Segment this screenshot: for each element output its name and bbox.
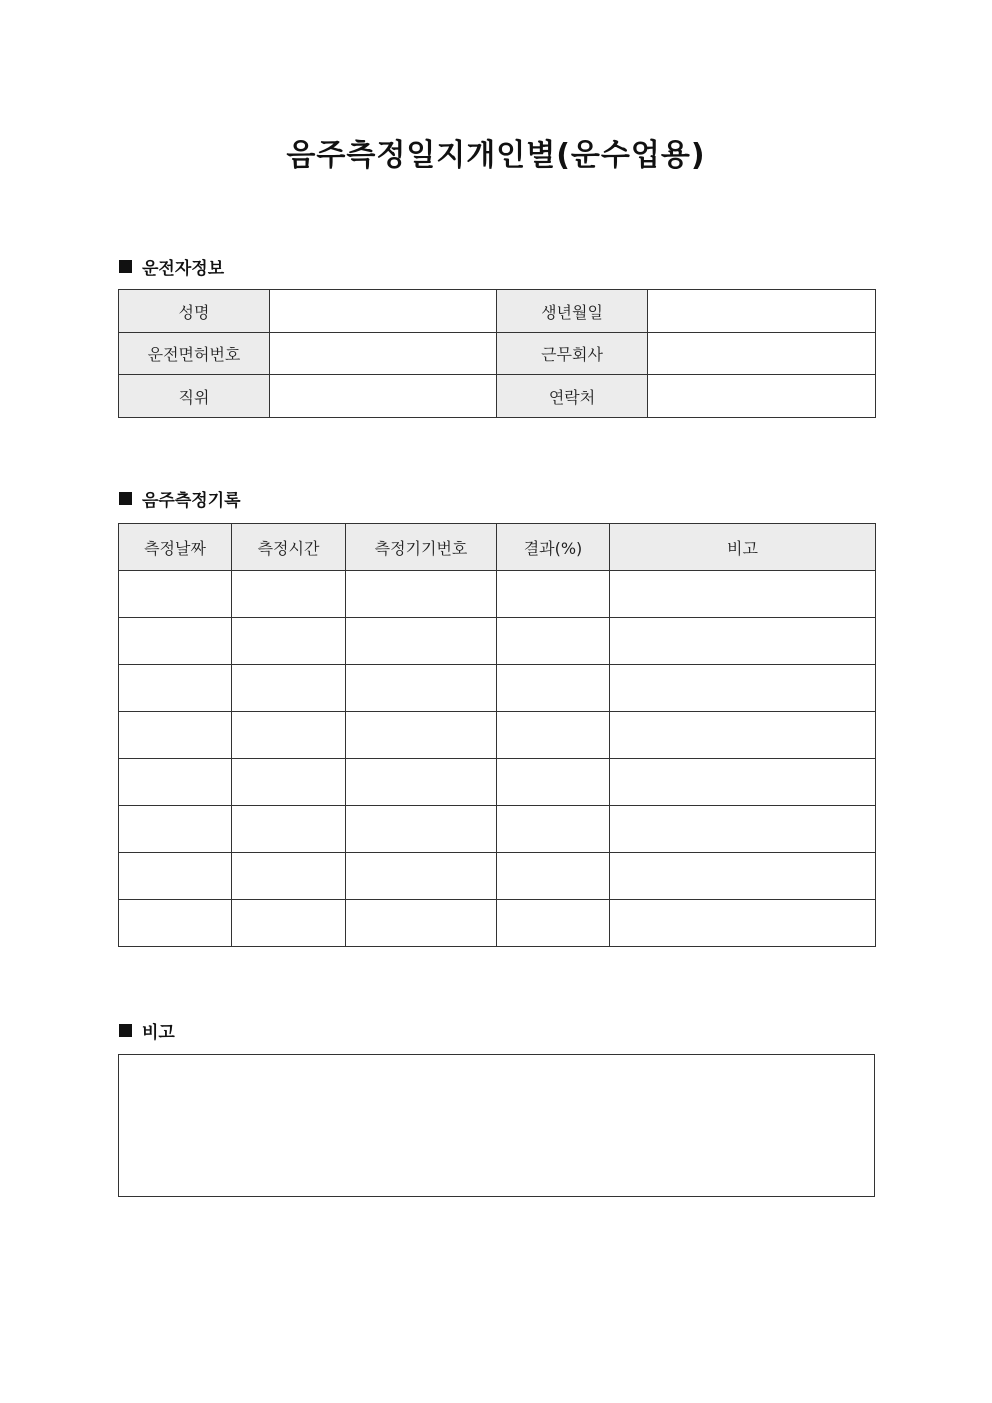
device-cell[interactable] [346, 806, 497, 853]
time-cell[interactable] [232, 759, 346, 806]
position-label: 직위 [119, 375, 270, 418]
time-cell[interactable] [232, 618, 346, 665]
record-heading-text: 음주측정기록 [142, 491, 241, 511]
record-body [119, 571, 876, 947]
result-cell[interactable] [497, 618, 610, 665]
birthdate-field[interactable] [648, 290, 876, 333]
remarks-cell[interactable] [610, 806, 876, 853]
result-cell[interactable] [497, 571, 610, 618]
device-cell[interactable] [346, 712, 497, 759]
remarks-cell[interactable] [610, 712, 876, 759]
square-bullet-icon [119, 260, 132, 273]
record-heading [119, 486, 241, 511]
company-field[interactable] [648, 333, 876, 375]
remarks-cell[interactable] [610, 759, 876, 806]
contact-field[interactable] [648, 375, 876, 418]
date-cell[interactable] [119, 900, 232, 947]
time-cell[interactable] [232, 571, 346, 618]
driver-info-heading-text: 운전자정보 [142, 259, 225, 279]
name-label: 성명 [119, 290, 270, 333]
remarks-cell[interactable] [610, 665, 876, 712]
time-cell[interactable] [232, 900, 346, 947]
device-cell[interactable] [346, 759, 497, 806]
time-cell[interactable] [232, 712, 346, 759]
result-cell[interactable] [497, 900, 610, 947]
driver-info-table [118, 289, 876, 418]
table-row [119, 665, 876, 712]
col-date-header: 측정날짜 [119, 524, 232, 571]
device-cell[interactable] [346, 571, 497, 618]
col-time-header: 측정시간 [232, 524, 346, 571]
device-cell[interactable] [346, 618, 497, 665]
remarks-box[interactable] [118, 1054, 875, 1197]
col-device-header: 측정기기번호 [346, 524, 497, 571]
time-cell[interactable] [232, 665, 346, 712]
table-row [119, 571, 876, 618]
company-label: 근무회사 [497, 333, 648, 375]
table-row [119, 759, 876, 806]
result-cell[interactable] [497, 665, 610, 712]
table-row [119, 712, 876, 759]
date-cell[interactable] [119, 806, 232, 853]
date-cell[interactable] [119, 853, 232, 900]
license-number-field[interactable] [270, 333, 497, 375]
time-cell[interactable] [232, 806, 346, 853]
date-cell[interactable] [119, 665, 232, 712]
device-cell[interactable] [346, 665, 497, 712]
position-field[interactable] [270, 375, 497, 418]
date-cell[interactable] [119, 618, 232, 665]
table-row [119, 900, 876, 947]
col-result-header: 결과(%) [497, 524, 610, 571]
remarks-cell[interactable] [610, 900, 876, 947]
device-cell[interactable] [346, 853, 497, 900]
date-cell[interactable] [119, 759, 232, 806]
table-row [119, 806, 876, 853]
license-number-label: 운전면허번호 [119, 333, 270, 375]
result-cell[interactable] [497, 806, 610, 853]
record-header-row [119, 524, 876, 571]
date-cell[interactable] [119, 571, 232, 618]
remarks-heading-text: 비고 [142, 1023, 175, 1043]
square-bullet-icon [119, 492, 132, 505]
table-row [119, 618, 876, 665]
table-row [119, 853, 876, 900]
driver-info-row [119, 375, 876, 418]
name-field[interactable] [270, 290, 497, 333]
result-cell[interactable] [497, 759, 610, 806]
remarks-cell[interactable] [610, 853, 876, 900]
time-cell[interactable] [232, 853, 346, 900]
birthdate-label: 생년월일 [497, 290, 648, 333]
result-cell[interactable] [497, 712, 610, 759]
date-cell[interactable] [119, 712, 232, 759]
remarks-cell[interactable] [610, 571, 876, 618]
driver-info-row [119, 333, 876, 375]
contact-label: 연락처 [497, 375, 648, 418]
result-cell[interactable] [497, 853, 610, 900]
page-title: 음주측정일지개인별(운수업용) [286, 138, 706, 173]
remarks-cell[interactable] [610, 618, 876, 665]
remarks-heading [119, 1018, 175, 1043]
col-remarks-header: 비고 [610, 524, 876, 571]
device-cell[interactable] [346, 900, 497, 947]
square-bullet-icon [119, 1024, 132, 1037]
driver-info-heading [119, 254, 224, 279]
record-table [118, 523, 876, 947]
driver-info-row [119, 290, 876, 333]
